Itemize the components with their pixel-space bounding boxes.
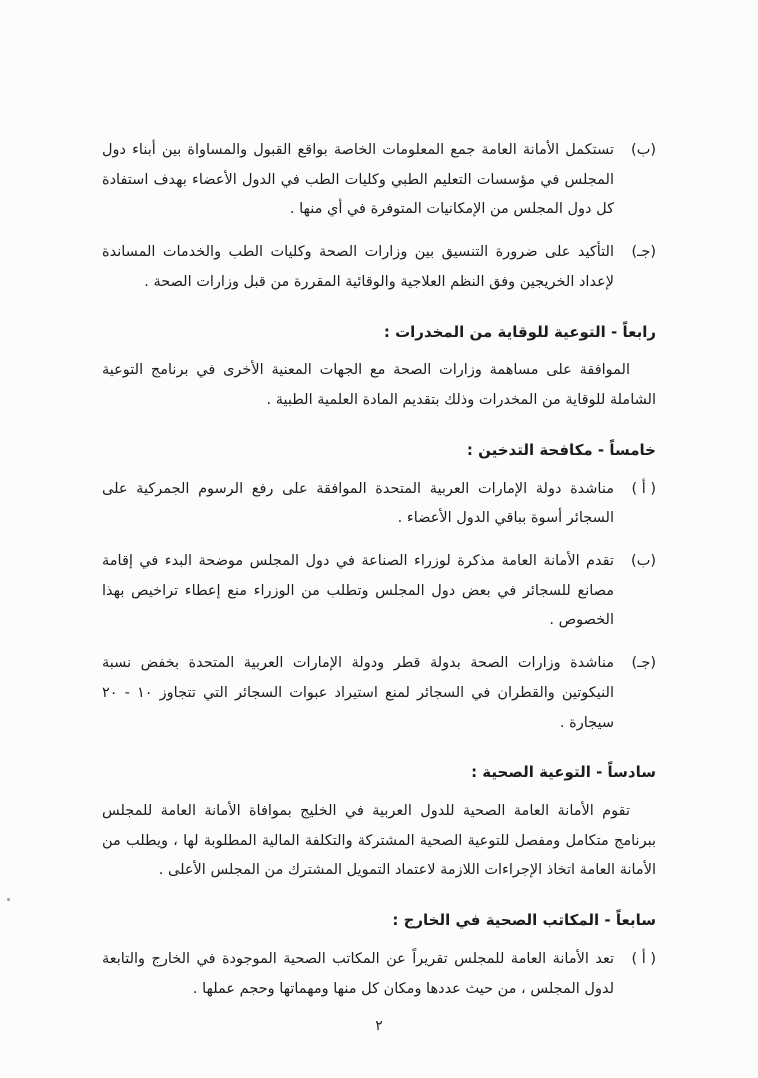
section-heading-fifth: خامساً - مكافحة التدخين : [466, 440, 656, 459]
item-label: (جـ) [631, 244, 656, 261]
item-text: تعد الأمانة العامة للمجلس تقريراً عن المكاتب الصحية الموجودة في الخارج والتابعة لدول المجلس ، من حيث عددها ومكان كل منها ومهماتها وحجم عملها . [102, 950, 614, 997]
item-label: ( أ ) [631, 480, 656, 497]
section-heading-sixth: سادساً - التوعية الصحية : [471, 763, 656, 782]
page-footer [0, 1018, 758, 1034]
item-text: تستكمل الأمانة العامة جمع المعلومات الخاصة بواقع القبول والمساواة بين أبناء دول المجلس في مؤسسات التعليم الطبي وكليات الطب في الدول الأعضاء بهدف استفادة كل دول المجلس من الإمكانيات المتوفرة في أي منها . [102, 142, 614, 218]
item-text: التأكيد على ضرورة التنسيق بين وزارات الصحة وكليات الطب والخدمات المساندة لإعداد الخريجين وفق النظم العلاجية والوقائية المقررة من قبل وزارات الصحة . [102, 244, 614, 290]
document-content [102, 136, 656, 1017]
page-number: ٢ [375, 1018, 383, 1034]
item-label: ( أ ) [631, 950, 656, 967]
item-label: (جـ) [631, 655, 656, 672]
paragraph: الموافقة على مساهمة وزارات الصحة مع الجهات المعنية الأخرى في برنامج التوعية الشاملة للوقاية من المخدرات وذلك بتقديم المادة العلمية الطبية . [102, 362, 656, 409]
paragraph: تقوم الأمانة العامة الصحية للدول العربية في الخليج بموافاة الأمانة العامة للمجلس ببرنامج متكامل ومفصل للتوعية الصحية المشتركة والتكلفة المالية المطلوبة لها ، ويطلب من الأمانة العامة اتخاذ الإجراءات اللازمة لاعتماد التمويل المشترك من المجلس الأعلى . [102, 803, 656, 879]
list-item [102, 945, 656, 1004]
list-item [102, 649, 656, 738]
scan-artifact-dot [7, 898, 10, 901]
item-text: تقدم الأمانة العامة مذكرة لوزراء الصناعة في دول المجلس موضحة البدء في إقامة مصانع للسجائر في بعض دول المجلس وتطلب من الوزراء منع إعطاء تراخيص بهذا الخصوص . [102, 552, 614, 629]
item-label: (ب) [631, 142, 656, 158]
section-heading-fourth: رابعاً - التوعية للوقاية من المخدرات : [383, 322, 656, 341]
list-item [102, 238, 656, 297]
item-label: (ب) [631, 552, 656, 569]
list-item [102, 136, 656, 225]
section-heading-seventh: سابعاً - المكاتب الصحية في الخارج : [392, 911, 656, 930]
item-text: مناشدة دولة الإمارات العربية المتحدة الموافقة على رفع الرسوم الجمركية على السجائر أسوة بباقي الدول الأعضاء . [102, 480, 614, 527]
list-item [102, 475, 656, 534]
list-item [102, 547, 656, 636]
item-text: مناشدة وزارات الصحة بدولة قطر ودولة الإمارات العربية المتحدة بخفض نسبة النيكوتين والقطران في السجائر لمنع استيراد عبوات السجائر التي تتجاوز ١٠ - ٢٠ سيجارة . [102, 655, 615, 731]
